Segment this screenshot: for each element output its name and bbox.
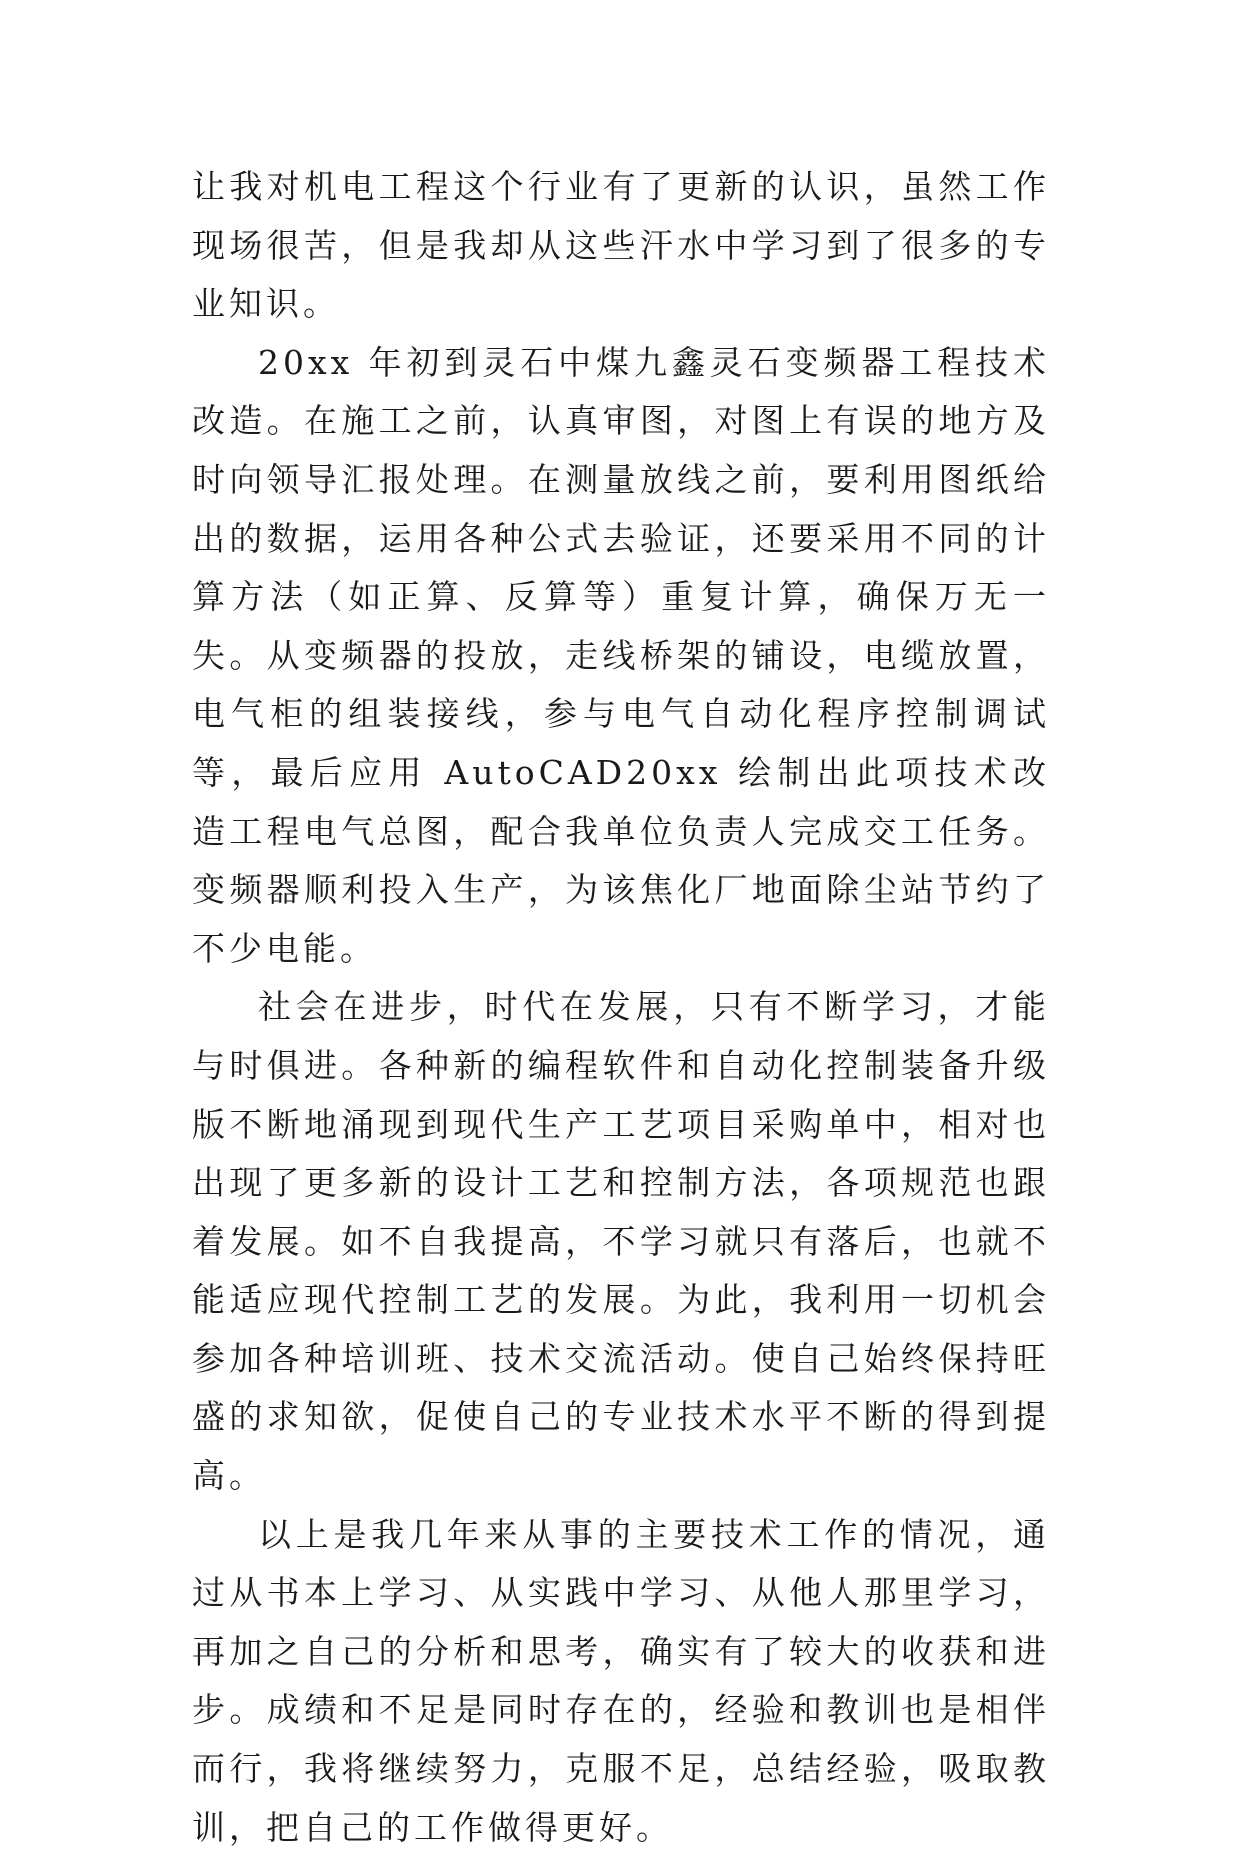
paragraph-continuation: 让我对机电工程这个行业有了更新的认识，虽然工作现场很苦，但是我却从这些汗水中学习到了很多的专业知识。 xyxy=(192,167,1050,324)
document-body xyxy=(192,158,1050,1857)
paragraph-technical-retrofit: 20xx 年初到灵石中煤九鑫灵石变频器工程技术改造。在施工之前，认真审图，对图上有误的地方及时向领导汇报处理。在测量放线之前，要利用图纸给出的数据，运用各种公式去验证，还要采用不同的计算方法（如正算、反算等）重复计算，确保万无一失。从变频器的投放，走线桥架的铺设，电缆放置，电气柜的组装接线，参与电气自动化程序控制调试等，最后应用 AutoCAD20xx 绘制出此项技术改造工程电气总图，配合我单位负责人完成交工任务。变频器顺利投入生产，为该焦化厂地面除尘站节约了不少电能。 xyxy=(192,342,1050,968)
paragraph-summary: 以上是我几年来从事的主要技术工作的情况，通过从书本上学习、从实践中学习、从他人那里学习，再加之自己的分析和思考，确实有了较大的收获和进步。成绩和不足是同时存在的，经验和教训也是相伴而行，我将继续努力，克服不足，总结经验，吸取教训，把自己的工作做得更好。 xyxy=(192,1514,1050,1847)
paragraph-continuous-learning: 社会在进步，时代在发展，只有不断学习，才能与时俱进。各种新的编程软件和自动化控制装备升级版不断地涌现到现代生产工艺项目采购单中，相对也出现了更多新的设计工艺和控制方法，各项规范也跟着发展。如不自我提高，不学习就只有落后，也就不能适应现代控制工艺的发展。为此，我利用一切机会参加各种培训班、技术交流活动。使自己始终保持旺盛的求知欲，促使自己的专业技术水平不断的得到提高。 xyxy=(192,987,1050,1496)
